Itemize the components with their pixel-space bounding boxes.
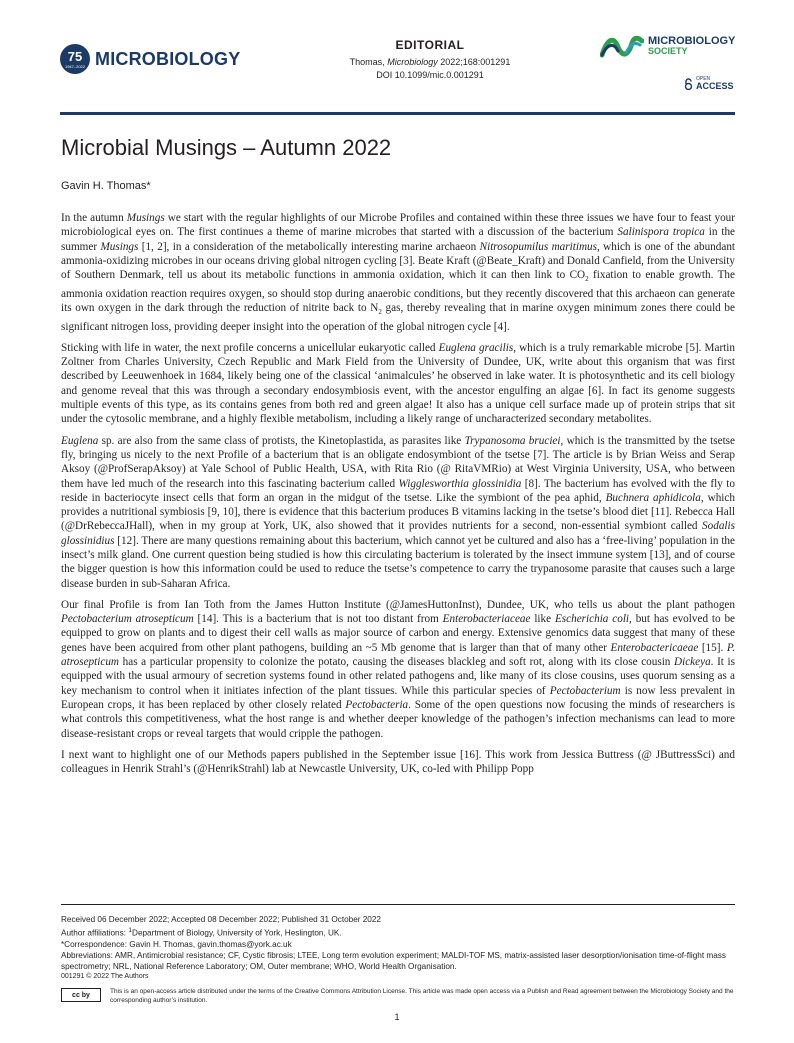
- italic-term: Buchnera aphidicola: [605, 491, 701, 504]
- italic-term: Pectobacterium: [549, 684, 621, 697]
- society-name-line2: SOCIETY: [648, 46, 688, 56]
- italic-term: Enterobactericaeae: [610, 641, 699, 654]
- text-run: , which provides a nutritional symbiosis [9, 10], there is evidence that this bacterium produces B vitamins lacking in the tsetse’s blood diet [11]. Rebecca Hall (@DrRebeccaJHall), when in my group at York, UK, also showed that it provides nutrients for a second, non-essential symbiont called: [61, 491, 735, 533]
- text-run: , which is a truly remarkable microbe [5]. Martin Zoltner from Charles University, Czech Republic and Mark Field from the University of Dundee, UK, write about this organism that was first described by Leeuwenhoek in 1684, likely being one of the classical ‘animalcules’ he observed in lake water. It is photosynthetic and its cell biology and genome reveal that this was through a secondary endosymbiosis event, with the ancestor engulfing an algae [6]. In fact its genome suggests multiple events of this type, as its contains genes from both red and green algae! It also has a unique cell surface made up of protein strips that sit under the cytosolic membrane, and a highly flexible metabolism, including a likely range of uncharacterized secondary metabolites.: [61, 341, 735, 426]
- italic-term: Dickeya: [674, 656, 711, 669]
- abbreviations: Abbreviations: AMR, Antimicrobial resistance; CF, Cystic fibrosis; LTEE, Long term evolution experiment; MALDI-TOF MS, matrix-assisted laser desorption/ionisation time-of-flight mass spectrometry; NRL, National Reference Laboratory; OM, Outer membrane; WHO, World Health Organisation.: [61, 950, 726, 971]
- publication-dates: Received 06 December 2022; Accepted 08 December 2022; Published 31 October 2022: [61, 915, 381, 924]
- text-run: In the autumn: [61, 212, 127, 224]
- correspondence-text[interactable]: Gavin H. Thomas, gavin.thomas@york.ac.uk: [129, 939, 292, 949]
- italic-term: Wigglesworthia glossinidia: [398, 477, 522, 490]
- text-run: , which is one of the abundant ammonia-oxidizing microbes in our oceans driving global nitrogen cycling [3]. Beate Kraft (@Beate_Kraft) and Donald Canfield, from the University of Southern Denmark, tell us about its metabolic functions in ammonia oxidation, which it can then link to CO: [61, 240, 736, 282]
- header-divider: [60, 112, 735, 115]
- citation: [280, 57, 580, 67]
- citation-author: Thomas,: [349, 57, 385, 67]
- text-run: [8]. The bacterium has evolved with the fly to reside in bacteriocyte insect cells that form an organ in the midgut of the tsetse. Like the symbiont of the pea aphid,: [61, 477, 735, 504]
- text-run: like: [530, 613, 555, 626]
- italic-term: Salinispora tropica: [617, 226, 705, 239]
- text-run: gas, thereby revealing that in marine oxygen minimum zones there could be significant nitrogen loss, providing deeper insight into the operation of the global nitrogen cycle [4].: [61, 302, 735, 333]
- text-run: in the summer: [61, 226, 736, 253]
- society-name-line1: MICROBIOLOGY: [648, 35, 736, 47]
- affiliation-marker: 1: [128, 927, 133, 934]
- text-run: [14]. This is a bacterium that is not too distant from: [193, 613, 443, 626]
- journal-logo-text: MICROBIOLOGY: [95, 48, 241, 69]
- italic-term: Trypanosoma bruciei: [464, 434, 561, 447]
- badge-number: 75: [67, 48, 83, 64]
- open-access-small: OPEN: [696, 76, 711, 82]
- text-run: , which is the transmitted by the tsetse fly, bringing us nicely to the next Profile of a bacterium that is an obligate endosymbiont of the tsetse [7]. The article is by Brian Weiss and Serap Aksoy (@ProfSerapAksoy) at Yale School of Public Health, USA, with Rita Rio (@ RitaVMRio) at West Virginia University, USA, who between them have led much of the research into this fascinating bacterium called: [61, 434, 736, 490]
- italic-term: Nitrosopumilus maritimus: [479, 240, 597, 253]
- correspondence: [61, 939, 735, 950]
- article-footer: [61, 914, 735, 981]
- italic-term: Euglena gracilis: [438, 341, 514, 354]
- open-access-badge: [684, 77, 734, 91]
- article-meta: [280, 38, 580, 80]
- paragraph-1: [61, 211, 735, 334]
- article-body: [61, 211, 735, 783]
- text-run: . Some of the open questions now focusing the minds of researchers is what controls this competitiveness, what the host range is and whether deeper knowledge of the pathogen’s infection mechanisms can lead to more disease-resistant crops or reveal targets that would cripple the pathogen.: [61, 698, 735, 740]
- citation-journal: Microbiology: [387, 57, 438, 67]
- society-logo[interactable]: [600, 33, 735, 59]
- article-title: Microbial Musings – Autumn 2022: [61, 135, 392, 160]
- footer-divider: [61, 904, 735, 905]
- text-run: fixation to enable growth. The ammonia oxidation reaction requires oxygen, so should stop during anaerobic conditions, but they recently discovered that this archaeon can generate its own oxygen in the dark through the reduction of nitrite back to N: [61, 269, 735, 315]
- paragraph-5: [61, 748, 735, 777]
- author-affiliations: [61, 925, 735, 939]
- page-header: [0, 0, 794, 120]
- paragraph-3: [61, 434, 735, 591]
- copyright: 001291 © 2022 The Authors: [61, 972, 149, 980]
- citation-volume: 2022;168:001291: [440, 57, 511, 67]
- open-access-label: ACCESS: [696, 81, 734, 91]
- cc-license-icon[interactable]: cc by: [61, 988, 101, 1002]
- badge-years: 1947–2022: [64, 63, 86, 69]
- text-run: I next want to highlight one of our Methods papers published in the September issue [16]. This work from Jessica Buttress (@ JButtressSci) and colleagues in Henrik Strahl’s (@HenrikStrahl) lab at Newcastle University, UK, co-led with Philipp Popp: [61, 748, 735, 776]
- society-wave-icon: [600, 33, 644, 59]
- italic-term: Musings: [126, 212, 165, 224]
- affiliation-label: Author affiliations:: [61, 928, 126, 938]
- italic-term: Euglena: [61, 434, 99, 447]
- italic-term: Enterobacteriaceae: [442, 613, 531, 626]
- text-run: . It is equipped with the usual armoury of secretion systems found in other related pathogens and, like many of its close cousins, uses quorum sensing as a key mechanism to control when it initiates infection of the plant tissues. While this particular species of: [61, 656, 735, 697]
- italic-term: Escherichia coli: [554, 613, 630, 626]
- italic-term: Musings: [100, 240, 139, 253]
- subscript: 2: [378, 308, 382, 317]
- anniversary-badge-icon: [60, 44, 90, 74]
- italic-term: Sodalis glossinidius: [61, 520, 735, 547]
- paragraph-2: [61, 341, 735, 427]
- open-lock-icon: [684, 78, 693, 90]
- article-type: EDITORIAL: [395, 38, 465, 52]
- license-block: [61, 988, 735, 1005]
- page-number: 1: [394, 1012, 400, 1022]
- paragraph-4: [61, 598, 735, 741]
- text-run: has a particular propensity to colonize the potato, causing the diseases blackleg and soft rot, along with its close cousin: [119, 656, 675, 669]
- article-author: Gavin H. Thomas*: [61, 180, 151, 192]
- text-run: , but has evolved to be equipped to grow on plants and to digest their cell walls as major source of carbon and energy. Extensive genomics data suggest that many of these genes have been acquired from other plant pathogens, building an ~5 Mb genome that is larger than that of many other: [61, 613, 736, 654]
- correspondence-label: *Correspondence:: [61, 939, 127, 949]
- license-text: This is an open-access article distributed under the terms of the Creative Commons Attribution License. This article was made open access via a Publish and Read agreement between the Microbiology Society and the corresponding author’s institution.: [110, 988, 734, 1004]
- text-run: [15].: [698, 641, 727, 654]
- italic-term: P. atrosepticum: [61, 641, 735, 669]
- open-access-text: [696, 77, 734, 91]
- text-run: is now less prevalent in European crops, it has been replaced by other closely related: [61, 684, 735, 711]
- text-run: we start with the regular highlights of our Microbe Profiles and contained within these three issues we have four to feast your microbiological eyes on. The first continues a theme of marine microbes that started with a discussion of the bacterium: [61, 212, 736, 239]
- text-run: Our final Profile is from Ian Toth from the James Hutton Institute (@JamesHuttonInst), Dundee, UK, who tells us about the plant pathogen: [61, 598, 735, 611]
- journal-logo[interactable]: [60, 44, 240, 74]
- italic-term: Pectobacterium atrosepticum: [61, 613, 194, 626]
- text-run: [12]. There are many questions remaining about this bacterium, which cannot yet be cultured and also has a ‘free-living’ population in the insect’s milk gland. One current question being studied is how this circulating bacterium is tolerated by the insect immune system [13], and of course the bigger question is how this information could be used to reduce the tsetse’s competence to carry the trypanosome parasite that causes such a large disease burden in sub-Saharan Africa.: [61, 534, 735, 590]
- subscript: 2: [585, 275, 589, 284]
- doi-link[interactable]: DOI 10.1099/mic.0.001291: [376, 70, 484, 80]
- society-name: [648, 36, 735, 56]
- text-run: [1, 2], in a consideration of the metabolically interesting marine archaeon: [138, 240, 480, 253]
- text-run: sp. are also from the same class of protists, the Kinetoplastida, as parasites like: [98, 434, 465, 447]
- affiliation-text: Department of Biology, University of York, Heslington, UK.: [132, 928, 342, 938]
- text-run: Sticking with life in water, the next profile concerns a unicellular eukaryotic called: [61, 341, 439, 354]
- italic-term: Pectobacteria: [345, 698, 409, 711]
